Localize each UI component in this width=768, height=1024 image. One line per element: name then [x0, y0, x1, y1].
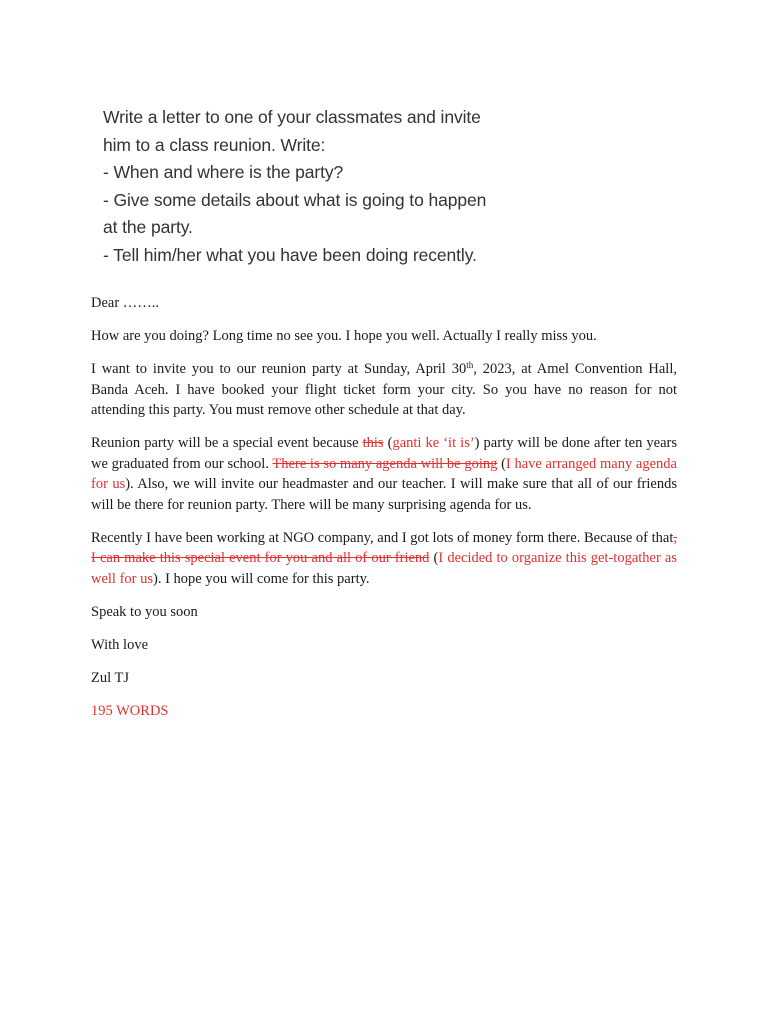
closing-line: Speak to you soon	[91, 603, 198, 620]
greeting: Dear ……..	[91, 295, 160, 311]
prompt-line: at the party.	[103, 217, 193, 237]
superscript: th	[466, 360, 474, 370]
letter-body	[91, 293, 677, 734]
paragraph-2	[91, 359, 677, 421]
correction-note: I decided to organize this get-togather as well for us	[91, 550, 677, 587]
paragraph-4	[91, 528, 677, 590]
signature: Zul TJ	[91, 669, 129, 686]
text-segment: I want to invite you to our reunion party at Sunday, April 30	[91, 361, 467, 377]
text-segment: (	[497, 455, 506, 472]
prompt-line: him to a class reunion. Write:	[103, 134, 326, 155]
closing-salutation: With love	[91, 636, 149, 653]
text-segment: ). I hope you will come for this party.	[153, 570, 370, 587]
text-segment: ). Also, we will invite our headmaster and our teacher. I will make sure that all of our friends will be there for reunion party. There will be many surprising agenda for us.	[91, 476, 677, 513]
correction-note: ganti ke ‘it is’	[392, 435, 475, 451]
paragraph-3	[91, 433, 677, 515]
prompt-line: - Tell him/her what you have been doing recently.	[103, 244, 477, 265]
strikethrough-correction: , I can make this special event for you and all of our friend	[91, 529, 677, 566]
word-count: 195 WORDS	[91, 702, 169, 719]
text-segment: Recently I have been working at NGO company, and I got lots of money form there. Because of that	[91, 529, 674, 546]
prompt-line: - Give some details about what is going to happen	[103, 189, 487, 210]
prompt-line: Write a letter to one of your classmates and invite	[103, 107, 481, 127]
paragraph-1: How are you doing? Long time no see you. I hope you well. Actually I really miss you.	[91, 328, 597, 344]
text-segment: ) party will be done after ten years we graduated from our school.	[91, 435, 677, 472]
text-segment: (	[383, 435, 393, 451]
prompt-line: - When and where is the party?	[103, 162, 344, 182]
text-segment: (	[429, 550, 439, 566]
strikethrough-correction: There is so many agenda will be going	[272, 455, 498, 472]
correction-note: I have arranged many agenda for us	[91, 455, 677, 492]
strikethrough-correction: this	[362, 435, 384, 451]
text-segment: , 2023, at Amel Convention Hall, Banda Aceh. I have booked your flight ticket form your city. So you have no reason for not attending this party. You must remove other schedule at that day.	[91, 361, 677, 418]
assignment-prompt	[103, 104, 533, 269]
text-segment: Reunion party will be a special event because	[91, 435, 363, 451]
